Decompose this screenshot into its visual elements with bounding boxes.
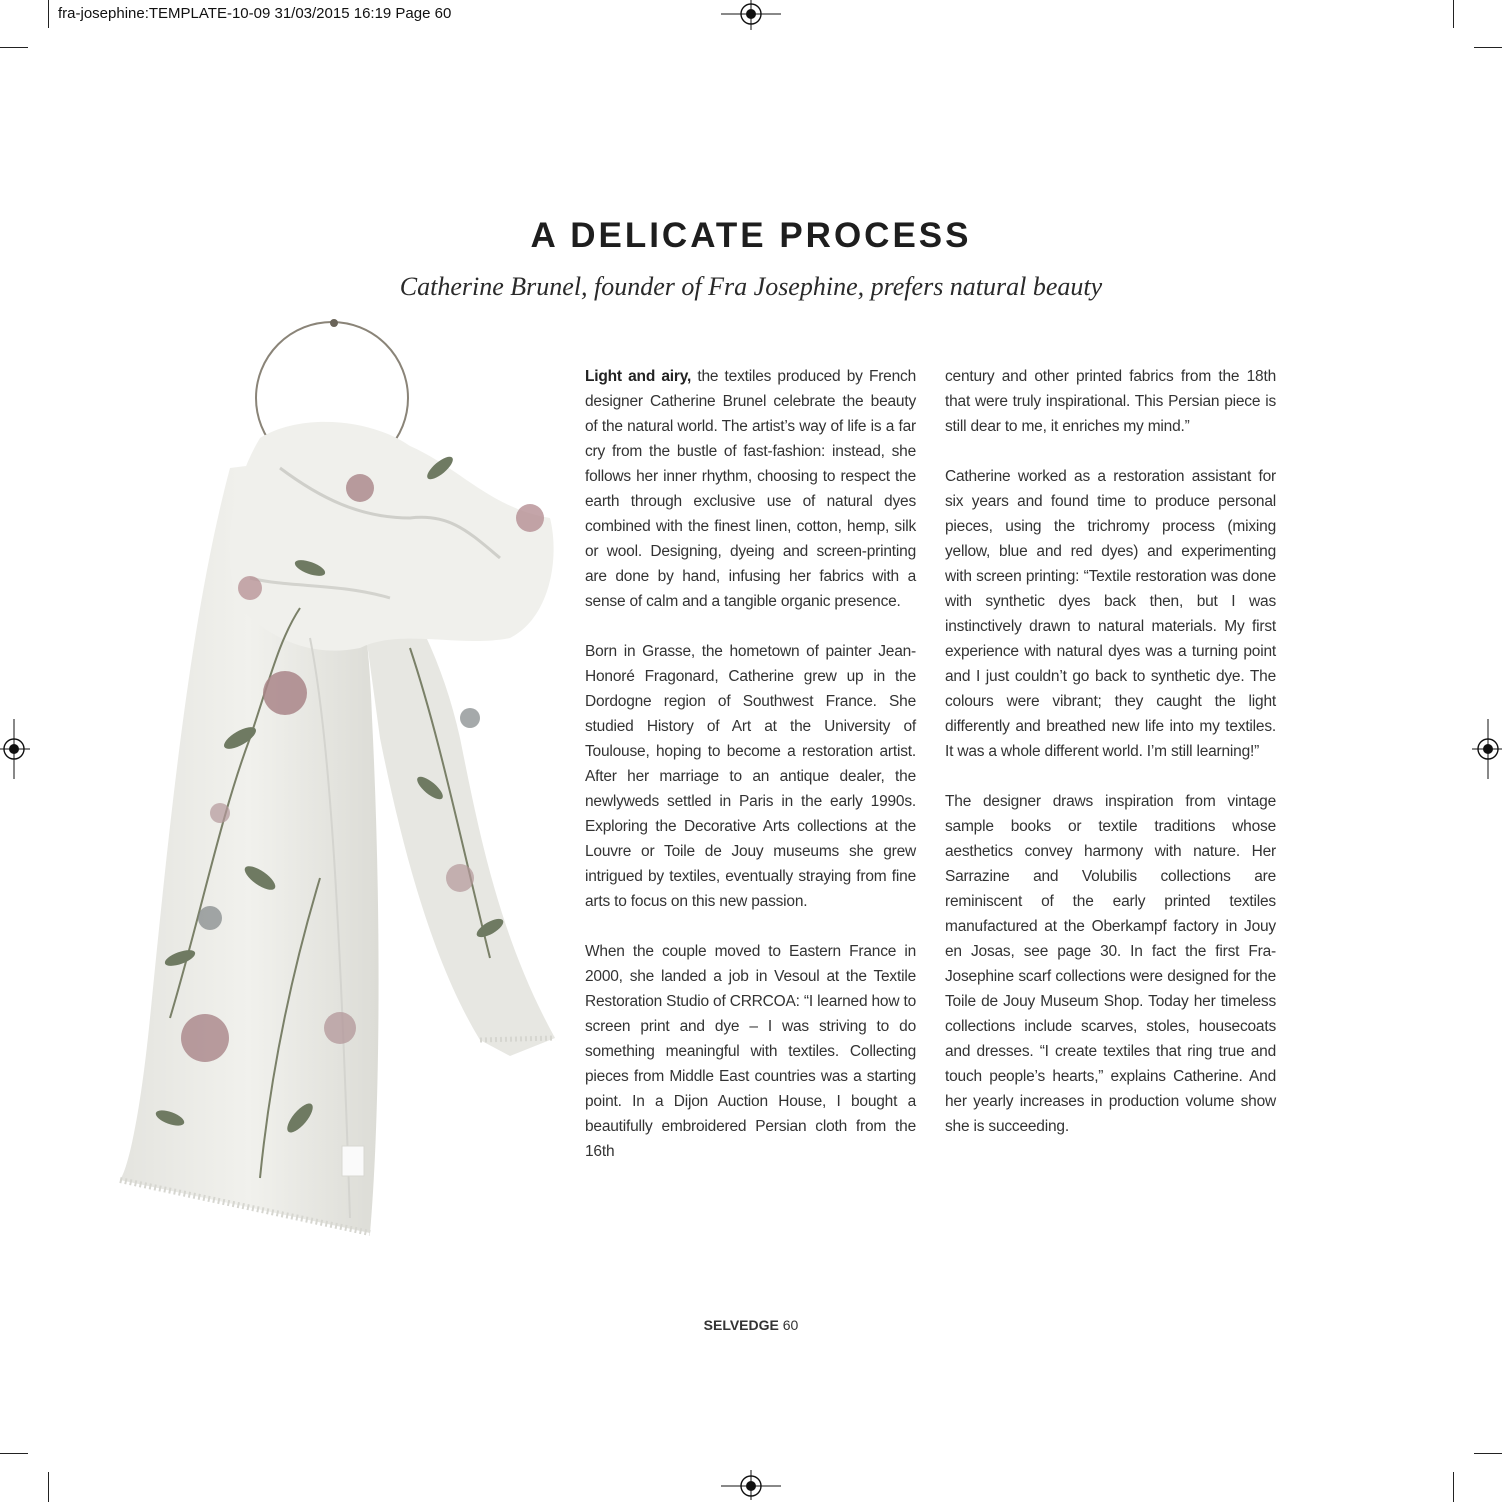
print-slug: fra-josephine:TEMPLATE-10-09 31/03/2015 16:19 Page 60: [58, 5, 452, 22]
article-subtitle: Catherine Brunel, founder of Fra Josephine, prefers natural beauty: [399, 272, 1103, 301]
article-paragraph: Catherine worked as a restoration assistant for six years and found time to produce personal pieces, using the trichromy process (mixing yellow, blue and red dyes) and experimenting with screen printing: “Textile restoration was done with synthetic dyes back then, but I was instinctively drawn to natural materials. My first experience with natural dyes was a turning point and I just couldn’t go back to synthetic dye. The colours were vibrant; they caught the light differently and breathed new life into my textiles. It was a whole different world. I’m still learning!”: [945, 468, 1276, 760]
article-column-left: [585, 364, 916, 1189]
article-paragraph: century and other printed fabrics from the 18th that were truly inspirational. This Persian piece is still dear to me, it enriches my mind.”: [945, 368, 1276, 435]
article-paragraph: Light and airy, the textiles produced by French designer Catherine Brunel celebrate the beauty of the natural world. The artist’s way of life is a far cry from the bustle of fast-fashion: instead, she follows her inner rhythm, choosing to respect the earth through exclusive use of natural dyes combined with the finest linen, cotton, hemp, silk or wool. Designing, dyeing and screen-printing are done by hand, infusing her fabrics with a sense of calm and a tangible organic presence.: [585, 368, 916, 610]
lead-in: Light and airy,: [585, 368, 692, 385]
scarf-photo: [110, 318, 562, 1244]
article-paragraph: The designer draws inspiration from vintage sample books or textile traditions whose aesthetics convey harmony with nature. Her Sarrazine and Volubilis collections are reminiscent of the early printed textiles manufactured at the Oberkampf factory in Jouy en Josas, see page 30. In fact the first Fra-Josephine scarf collections were designed for the Toile de Jouy Museum Shop. Today her timeless collections include scarves, stoles, housecoats and dresses. “I create textiles that ring true and touch people’s hearts,” explains Catherine. And her yearly increases in production volume show she is succeeding.: [945, 793, 1276, 1135]
article-paragraph: Born in Grasse, the hometown of painter Jean-Honoré Fragonard, Catherine grew up in the Dordogne region of Southwest France. She studied History of Art at the University of Toulouse, hoping to become a restoration artist. After her marriage to an antique dealer, the newlyweds settled in Paris in the early 1990s. Exploring the Decorative Arts collections at the Louvre or Toile de Jouy museums she grew intrigued by textiles, eventually straying from fine arts to focus on this new passion.: [585, 643, 916, 910]
magazine-name: SELVEDGE: [703, 1317, 779, 1333]
registration-mark-left: [0, 719, 30, 779]
page-folio: [0, 1317, 1502, 1333]
article-column-right: [945, 364, 1276, 1164]
page-number: 60: [782, 1317, 799, 1333]
article-paragraph: When the couple moved to Eastern France in 2000, she landed a job in Vesoul at the Textile Restoration Studio of CRRCOA: “I learned how to screen print and dye – I was striving to do something meaningful with textiles. Collecting pieces from Middle East countries was a starting point. In a Dijon Auction House, I bought a beautifully embroidered Persian cloth from the 16th: [585, 943, 916, 1160]
registration-mark-bottom: [721, 1470, 781, 1500]
registration-mark-top: [721, 0, 781, 30]
registration-mark-right: [1472, 719, 1502, 779]
article-title: A DELICATE PROCESS: [530, 216, 972, 255]
